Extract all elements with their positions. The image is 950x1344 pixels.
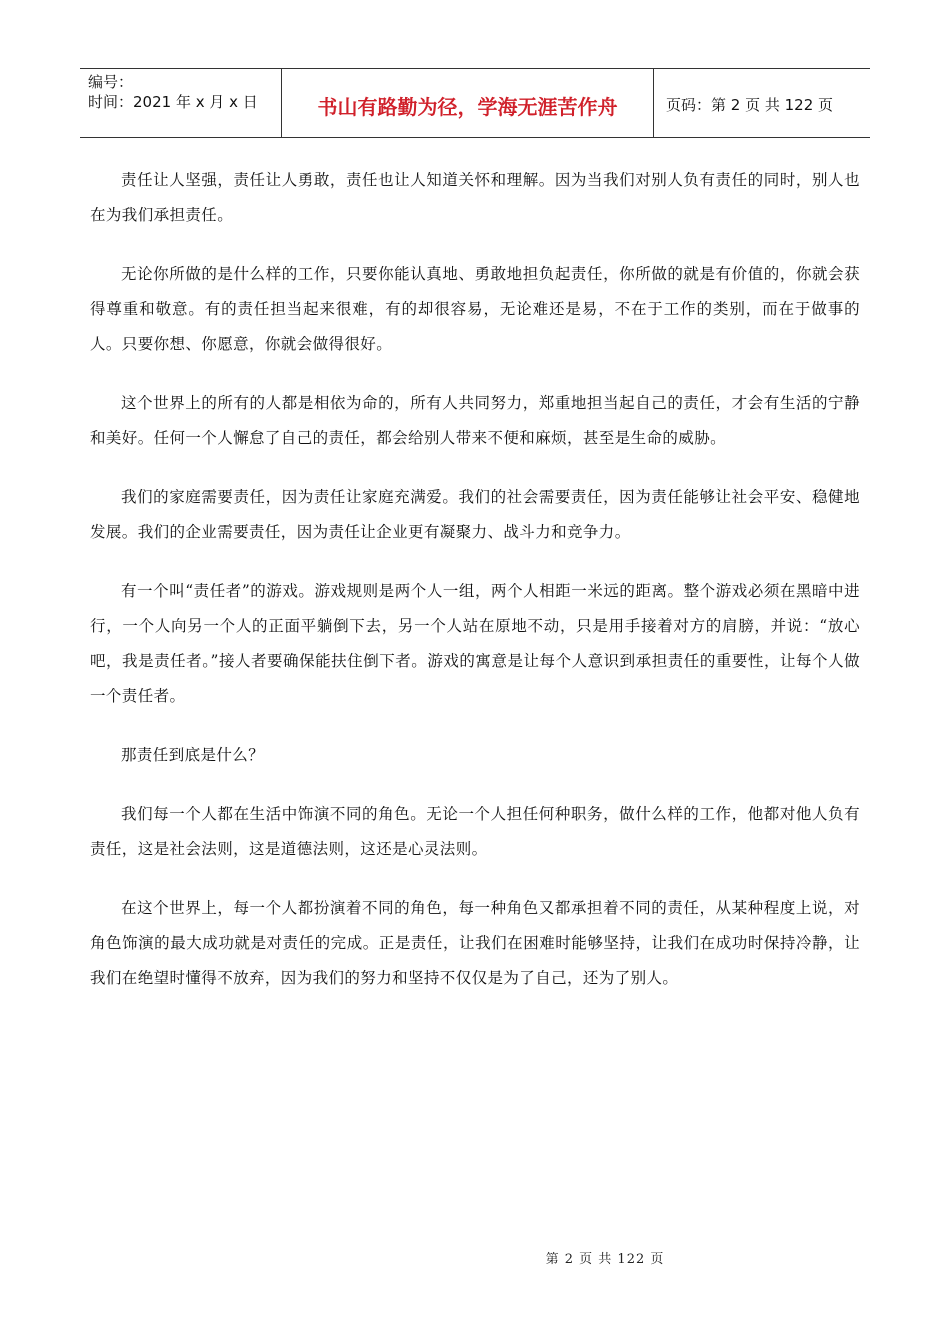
- header-motto: 书山有路勤为径，学海无涯苦作舟: [282, 69, 654, 137]
- document-date: 时间：2021 年 x 月 x 日: [88, 93, 258, 111]
- header-meta: [80, 69, 282, 137]
- body-paragraph: 这个世界上的所有的人都是相依为命的，所有人共同努力，郑重地担当起自己的责任，才会有生活的宁静和美好。任何一个人懈怠了自己的责任，都会给别人带来不便和麻烦，甚至是生命的威胁。: [90, 394, 860, 447]
- body-paragraph: 我们每一个人都在生活中饰演不同的角色。无论一个人担任何种职务，做什么样的工作，他都对他人负有责任，这是社会法则，这是道德法则，这还是心灵法则。: [90, 805, 860, 858]
- page-footer: 第 2 页 共 122 页: [545, 1252, 665, 1267]
- document-number-label: 编号：: [88, 73, 134, 91]
- body-paragraph: 我们的家庭需要责任，因为责任让家庭充满爱。我们的社会需要责任，因为责任能够让社会平安、稳健地发展。我们的企业需要责任，因为责任让企业更有凝聚力、战斗力和竞争力。: [90, 488, 860, 541]
- body-paragraph: 有一个叫“责任者”的游戏。游戏规则是两个人一组，两个人相距一米远的距离。整个游戏必须在黑暗中进行，一个人向另一个人的正面平躺倒下去，另一个人站在原地不动，只是用手接着对方的肩膀，并说：“放心吧，我是责任者。”接人者要确保能扶住倒下者。游戏的寓意是让每个人意识到承担责任的重要性，让每个人做一个责任者。: [90, 582, 860, 705]
- page-header: [80, 68, 870, 138]
- body-paragraph: 在这个世界上，每一个人都扮演着不同的角色，每一种角色又都承担着不同的责任，从某种程度上说，对角色饰演的最大成功就是对责任的完成。正是责任，让我们在困难时能够坚持，让我们在成功时保持冷静，让我们在绝望时懂得不放弃，因为我们的努力和坚持不仅仅是为了自己，还为了别人。: [90, 899, 860, 987]
- body-paragraph: 那责任到底是什么？: [121, 746, 265, 764]
- body-paragraph: 责任让人坚强，责任让人勇敢，责任也让人知道关怀和理解。因为当我们对别人负有责任的同时，别人也在为我们承担责任。: [90, 171, 860, 224]
- document-body: [90, 163, 860, 1020]
- header-page-info: 页码：第 2 页 共 122 页: [666, 95, 834, 114]
- body-paragraph: 无论你所做的是什么样的工作，只要你能认真地、勇敢地担负起责任，你所做的就是有价值的，你就会获得尊重和敬意。有的责任担当起来很难，有的却很容易，无论难还是易，不在于工作的类别，而在于做事的人。只要你想、你愿意，你就会做得很好。: [90, 265, 860, 353]
